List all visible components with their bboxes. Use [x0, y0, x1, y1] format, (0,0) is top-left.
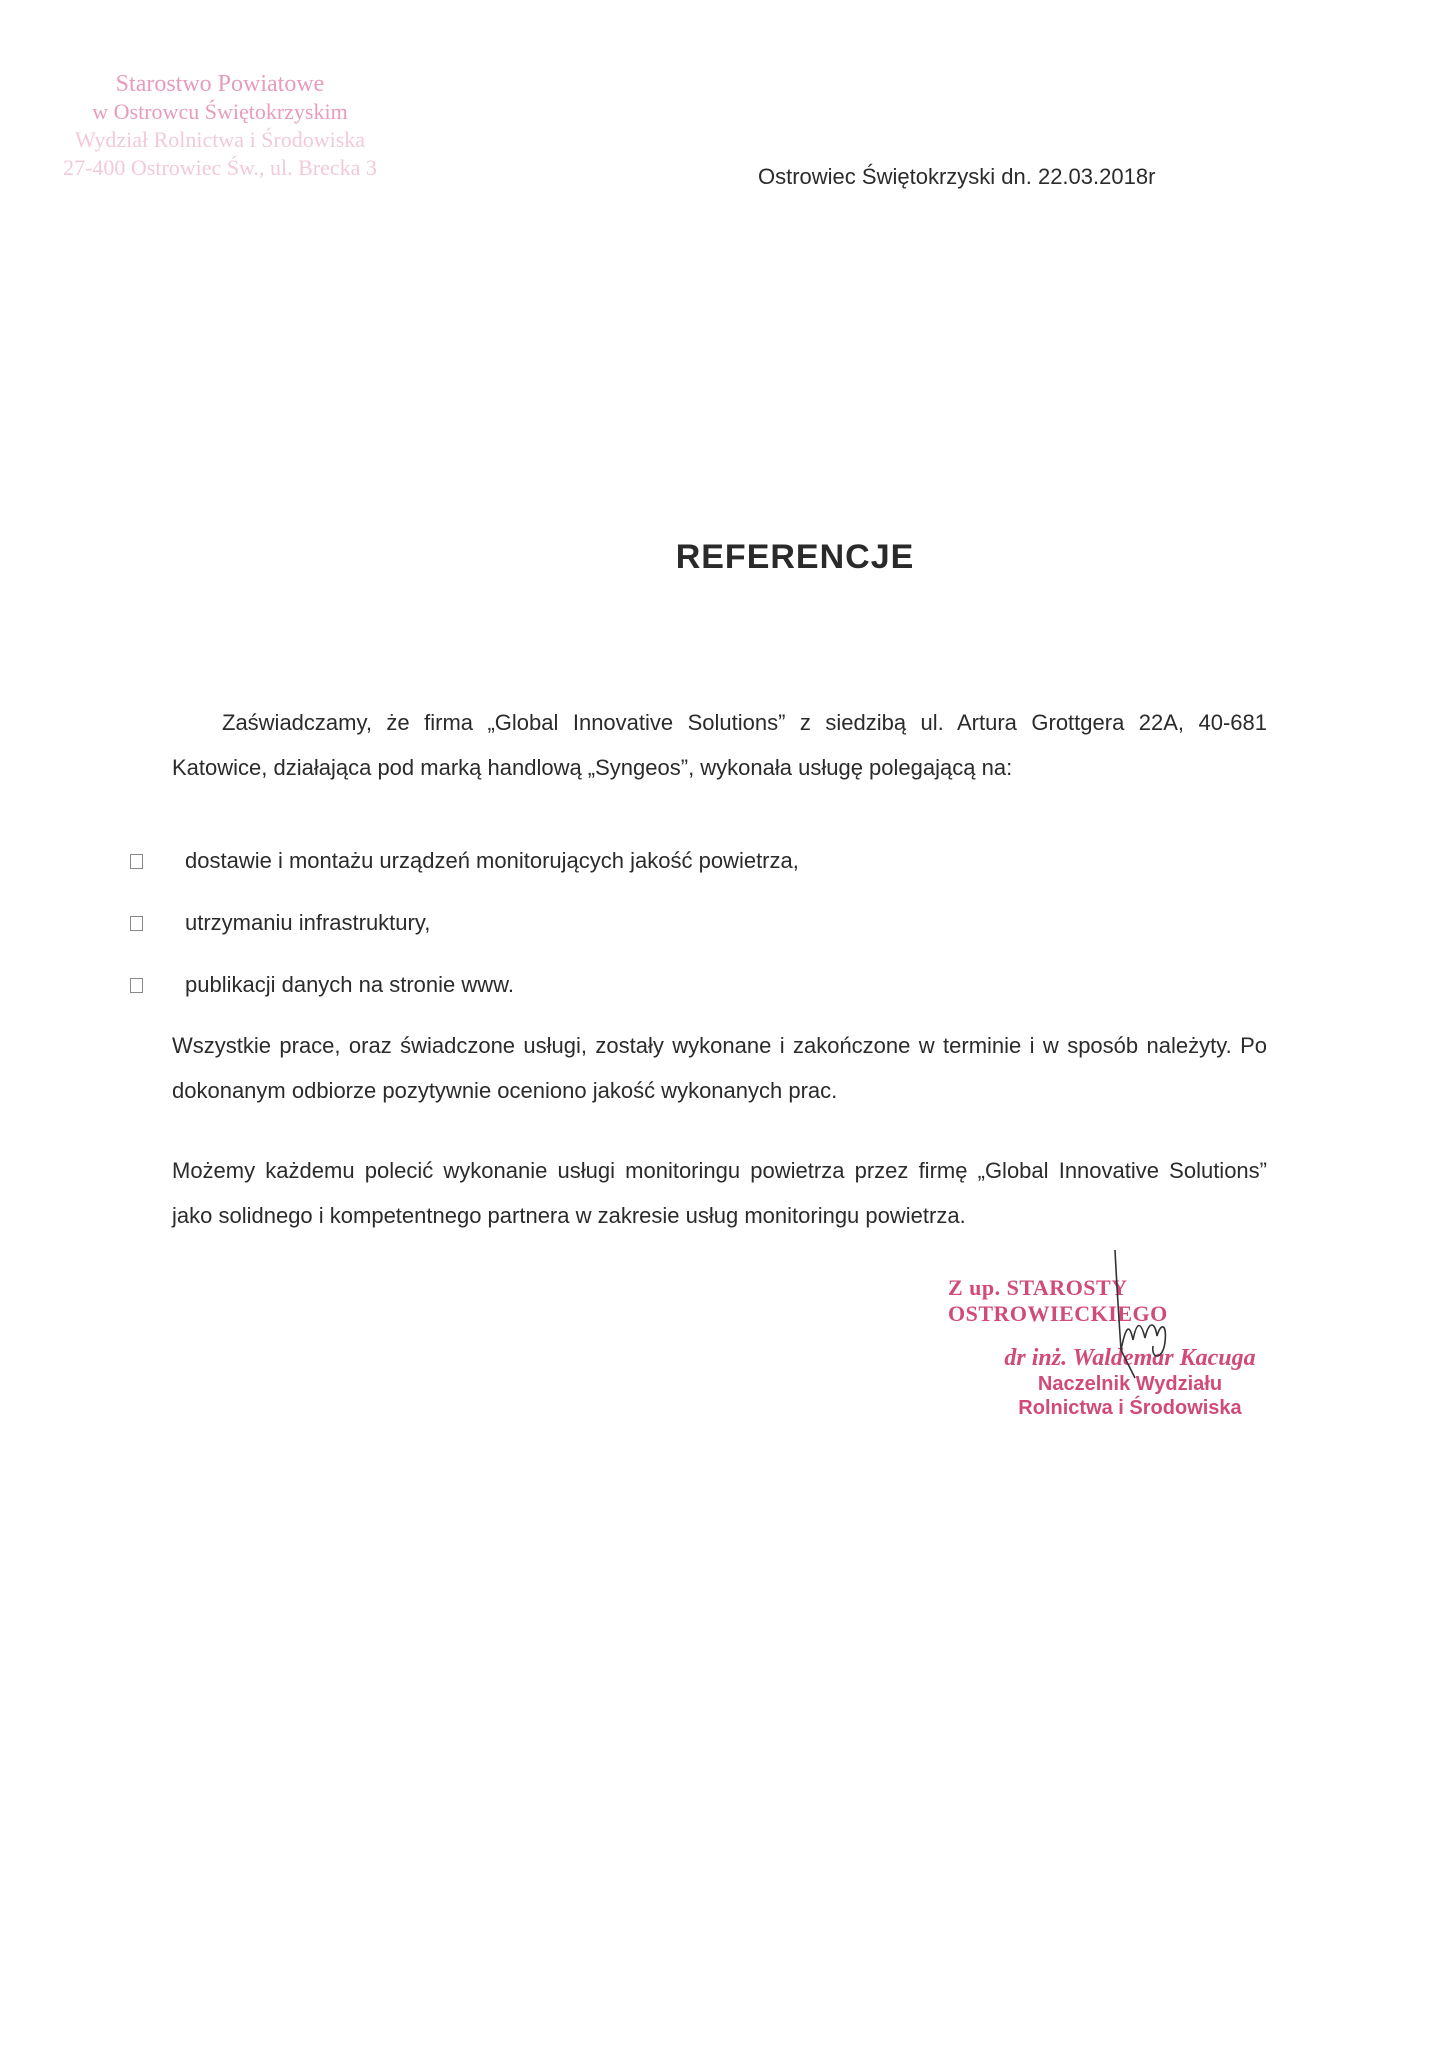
list-item [130, 892, 799, 954]
stamp-line-1: Starostwo Powiatowe [115, 71, 325, 97]
stamp-line-4: 27-400 Ostrowiec Św., ul. Brecka 3 [63, 155, 377, 180]
intro-paragraph: Zaświadczamy, że firma „Global Innovative Solutions” z siedzibą ul. Artura Grottgera 22A, 40-681 Katowice, działająca pod marką handlową „Syngeos”, wykonała usługę polegającą na: [172, 710, 1267, 780]
list-item-text: utrzymaniu infrastruktury, [185, 910, 431, 935]
checkbox-icon [130, 978, 143, 993]
list-item-text: publikacji danych na stronie www. [185, 972, 514, 997]
stamp-line-2: w Ostrowcu Świętokrzyskim [92, 99, 348, 124]
list-item-text: dostawie i montażu urządzeń monitorujących jakość powietrza, [185, 848, 799, 873]
checkbox-icon [130, 916, 143, 931]
document-date: Ostrowiec Świętokrzyski dn. 22.03.2018r [758, 164, 1156, 189]
stamp-line-3: Wydział Rolnictwa i Środowiska [74, 127, 366, 152]
signatory-name: dr inż. Waldemar Kacuga [1004, 1345, 1256, 1371]
office-stamp [40, 70, 400, 182]
document-title: REFERENCJE [675, 538, 915, 576]
signature-authority: Z up. STAROSTY OSTROWIECKIEGO [948, 1275, 1168, 1326]
handwritten-signature-icon [1105, 1250, 1215, 1390]
recommendation-paragraph: Możemy każdemu polecić wykonanie usługi monitoringu powietrza przez firmę „Global Innovative Solutions” jako solidnego i kompetentnego partnera w zakresie usług monitoringu powietrza. [172, 1158, 1267, 1228]
list-item [130, 954, 799, 1016]
checkbox-icon [130, 854, 143, 869]
signatory-role-line-2: Rolnictwa i Środowiska [1018, 1397, 1242, 1419]
signatory-role-line-1: Naczelnik Wydziału [1037, 1373, 1223, 1395]
list-item [130, 830, 799, 892]
services-list [130, 830, 799, 1016]
completion-paragraph: Wszystkie prace, oraz świadczone usługi, zostały wykonane i zakończone w terminie i w sposób należyty. Po dokonanym odbiorze pozytywnie oceniono jakość wykonanych prac. [172, 1033, 1267, 1103]
